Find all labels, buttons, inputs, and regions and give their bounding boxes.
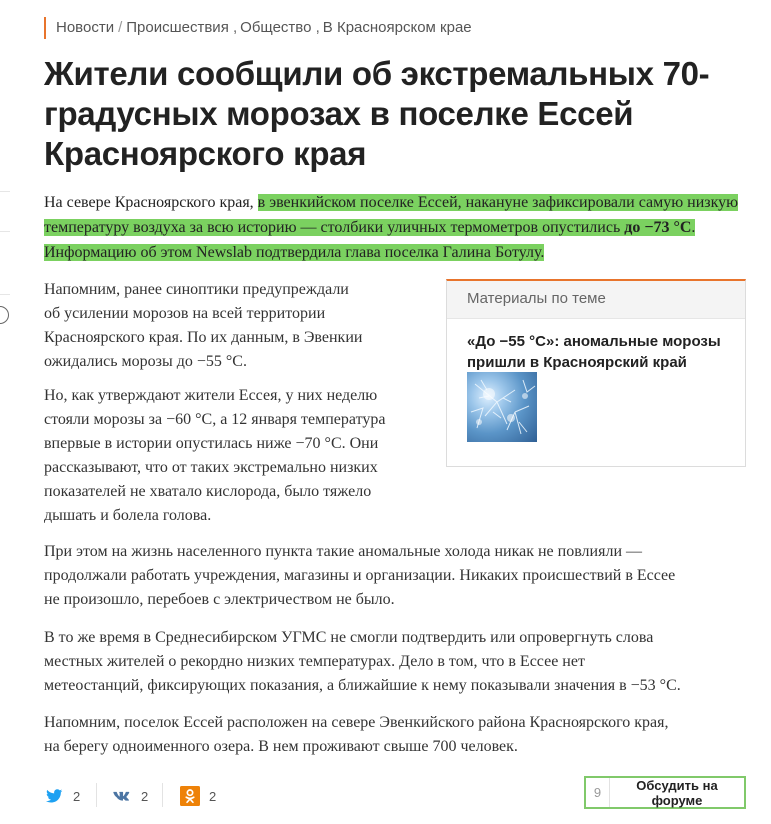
paragraph-line: метеостанций, фиксирующих показания, а ближайшие к нему показывали значения в −53 °С. [44,677,681,694]
vk-share-count: 2 [141,788,149,804]
paragraph-line: В то же время в Среднесибирском УГМС не смогли подтвердить или опровергнуть слова [44,629,654,646]
article-paragraph [44,626,681,698]
related-materials-box [446,279,746,467]
paragraph-line: впервые в истории опустилась ниже −70 °С. Они [44,435,379,452]
breadcrumb-region-link[interactable]: В Красноярском крае [322,19,472,36]
lead-highlight-bold: до −73 °С [624,219,692,236]
paragraph-line: местных жителей о рекордно низких температурах. Дело в том, что в Ессее нет [44,653,585,670]
frost-pattern-icon [467,372,537,442]
discuss-forum-button[interactable] [584,776,746,809]
paragraph-line: стояли морозы за −60 °С, а 12 января температура [44,411,386,428]
paragraph-line: Но, как утверждают жители Ессея, у них неделю [44,387,378,404]
paragraph-line: продолжали работать учреждения, магазины и организации. Никаких происшествий в Ессее [44,567,676,584]
article-paragraph [44,540,675,612]
breadcrumb [44,17,472,39]
paragraph-line: ожидались морозы до −55 °С. [44,353,247,370]
paragraph-line: показателей не хватало кислорода, было тяжело [44,483,372,500]
lead-highlight-text-end: . Информацию об этом Newslab подтвердила глава поселка Галина Ботулу. [44,219,696,261]
forum-comment-count: 9 [586,778,610,807]
related-article-link[interactable]: «До −55 °С»: аномальные морозы пришли в Красноярский край [467,333,721,371]
paragraph-line: При этом на жизнь населенного пункта такие аномальные холода никак не повлияли — [44,543,642,560]
frost-image-icon[interactable] [467,372,537,442]
lead-plain-text: На севере Красноярского края, [44,194,258,211]
paragraph-line: на берегу одноименного озера. В нем проживают свыше 700 человек. [44,738,518,755]
discuss-forum-label: Обсудить на форуме [636,777,718,808]
article-title: Жители сообщили об экстремальных 70-градусных морозах в поселке Ессей Красноярского края [44,55,710,172]
share-divider [96,783,97,807]
share-divider [162,783,163,807]
breadcrumb-incidents-link[interactable]: Происшествия [126,19,229,36]
paragraph-line: Красноярского края. По их данным, в Эвенкии [44,329,363,346]
paragraph-line: Напомним, поселок Ессей расположен на севере Эвенкийского района Красноярского края, [44,714,669,731]
vk-icon [112,786,132,806]
article-paragraph [44,384,385,528]
twitter-share-count: 2 [73,788,81,804]
edge-divider [0,294,10,295]
article-paragraph [44,711,669,759]
breadcrumb-news-link[interactable]: Новости [56,19,115,36]
breadcrumb-society-link[interactable]: Общество [240,19,312,36]
breadcrumb-comma: , [311,19,320,36]
breadcrumb-separator: / [118,19,123,36]
lead-highlight-text: в эвенкийском поселке Ессей, накануне зафиксировали самую низкую температуру воздуха за всю историю — столбики уличных термометров опустились [44,194,739,236]
ok-share-count: 2 [209,788,217,804]
article-paragraph [44,278,362,374]
paragraph-line: Напомним, ранее синоптики предупреждали [44,281,349,298]
related-materials-heading: Материалы по теме [447,281,745,319]
twitter-share[interactable] [44,786,80,806]
paragraph-line: рассказывают, что от таких экстремально низких [44,459,378,476]
edge-divider [0,191,10,192]
paragraph-line: дышать и болела голова. [44,507,212,524]
vk-share[interactable] [112,786,148,806]
twitter-icon [44,786,64,806]
paragraph-line: не произошло, перебоев с электричеством не было. [44,591,395,608]
article-lead [44,190,748,265]
ok-share[interactable] [180,786,216,806]
edge-divider [0,231,10,232]
paragraph-line: об усилении морозов на всей территории [44,305,326,322]
breadcrumb-comma: , [228,19,238,36]
edge-scroll-handle[interactable] [0,306,9,324]
odnoklassniki-icon [180,786,200,806]
